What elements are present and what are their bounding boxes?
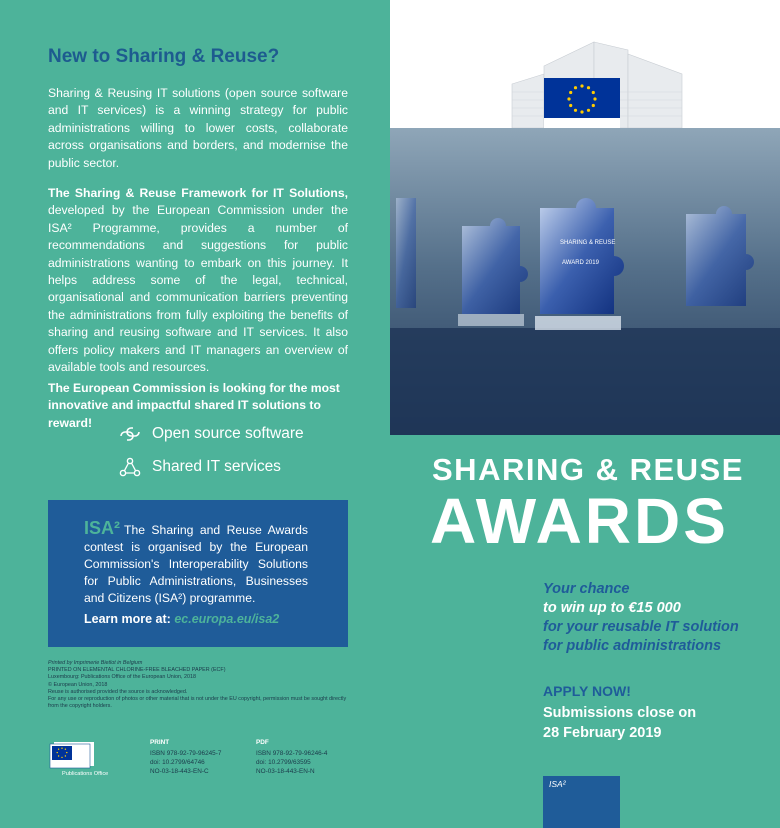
legal-notice	[48, 660, 358, 710]
feature-shared-services	[118, 457, 281, 477]
submission-deadline	[543, 703, 696, 743]
isbn-print-doi: doi: 10.2799/64746	[150, 759, 205, 766]
isa-info-box	[48, 500, 348, 647]
isa-description	[84, 520, 308, 607]
deadline-line-2: 28 February 2019	[543, 725, 662, 741]
isbn-pdf	[256, 738, 327, 776]
isbn-pdf-doi: doi: 10.2799/63595	[256, 759, 311, 766]
learn-more-link[interactable]: ec.europa.eu/isa2	[174, 612, 280, 626]
learn-more	[84, 612, 279, 626]
isbn-pdf-code: NO-03-18-443-EN-N	[256, 768, 315, 775]
section-heading: New to Sharing & Reuse?	[48, 46, 280, 67]
isbn-pdf-title: PDF	[256, 739, 269, 746]
chance-line-1: Your chance	[543, 581, 630, 597]
chance-line-3: for your reusable IT solution	[543, 619, 739, 635]
framework-text: developed by the European Commission under the ISA² Programme, provides a number of recommendations and suggestions for public administrations wanting to embark on this journey. It helps address some of the legal, technical, organisational and communication barriers preventing the administrations from fully exploiting the benefits of sharing and reusing software and IT services. It also offers policy makers and IT managers an overview of available tools and resources.	[48, 203, 348, 375]
right-panel	[390, 0, 780, 828]
isbn-pdf-number: ISBN 978-92-79-96246-4	[256, 750, 328, 757]
isbn-print-code: NO-03-18-443-EN-C	[150, 768, 209, 775]
framework-bold-text: The Sharing & Reuse Framework for IT Solutions,	[48, 186, 348, 200]
legal-line: Printed by Imprimerie Bietlot in Belgium	[48, 660, 143, 666]
legal-line: Reuse is authorised provided the source is acknowledged.	[48, 688, 188, 695]
intro-paragraph: Sharing & Reusing IT solutions (open source software and IT services) is a winning strategy for public administrations willing to lower costs, collaborate across organisations and borders, and modernise the public sector.	[48, 86, 348, 170]
publications-office-label: Publications Office	[62, 771, 109, 777]
european-commission-logo	[390, 0, 780, 128]
chain-link-icon	[118, 424, 142, 444]
chance-line-4: for public administrations	[543, 638, 722, 654]
chance-line-2: to win up to €15 000	[543, 600, 681, 616]
share-network-icon	[118, 457, 142, 477]
isbn-print-number: ISBN 978-92-79-96245-7	[150, 750, 222, 757]
deadline-line-1: Submissions close on	[543, 705, 697, 721]
trophy-label-2: AWARD 2019	[562, 260, 599, 266]
feature-label: Shared IT services	[152, 458, 281, 475]
isa-text: The Sharing and Reuse Awards contest is organised by the European Commission's Interoperability Solutions for Public Administrations, Businesses and Citizens (ISA²) programme.	[84, 523, 308, 605]
feature-open-source	[118, 424, 304, 444]
looking-paragraph: The European Commission is looking for the most innovative and impactful shared IT solutions to reward!	[48, 381, 340, 430]
legal-line: PRINTED ON ELEMENTAL CHLORINE-FREE BLEACHED PAPER (ECF)	[48, 667, 226, 674]
isa-logo: ISA²	[84, 518, 120, 538]
legal-line: Luxembourg: Publications Office of the European Union, 2018	[48, 674, 196, 681]
trophy-label-1: SHARING & REUSE	[560, 240, 616, 246]
isbn-print	[150, 738, 221, 776]
isa-tab	[543, 776, 620, 828]
title-sharing-reuse: SHARING & REUSE	[432, 452, 744, 487]
apply-now: APPLY NOW!	[543, 683, 631, 699]
title-awards: AWARDS	[430, 485, 729, 557]
legal-line: For any use or reproduction of photos or other material that is not under the EU copyright, permission must be sought directly from the copyright holders.	[48, 696, 347, 710]
legal-line: © European Union, 2018	[48, 681, 108, 688]
framework-paragraph	[48, 185, 348, 376]
award-trophies-photo	[390, 128, 780, 435]
prize-text	[543, 580, 739, 656]
feature-label: Open source software	[152, 425, 304, 442]
european-commission-header	[390, 0, 780, 128]
isa-tab-label: ISA²	[549, 779, 566, 789]
isbn-print-title: PRINT	[150, 739, 170, 746]
learn-more-label: Learn more at:	[84, 612, 175, 626]
